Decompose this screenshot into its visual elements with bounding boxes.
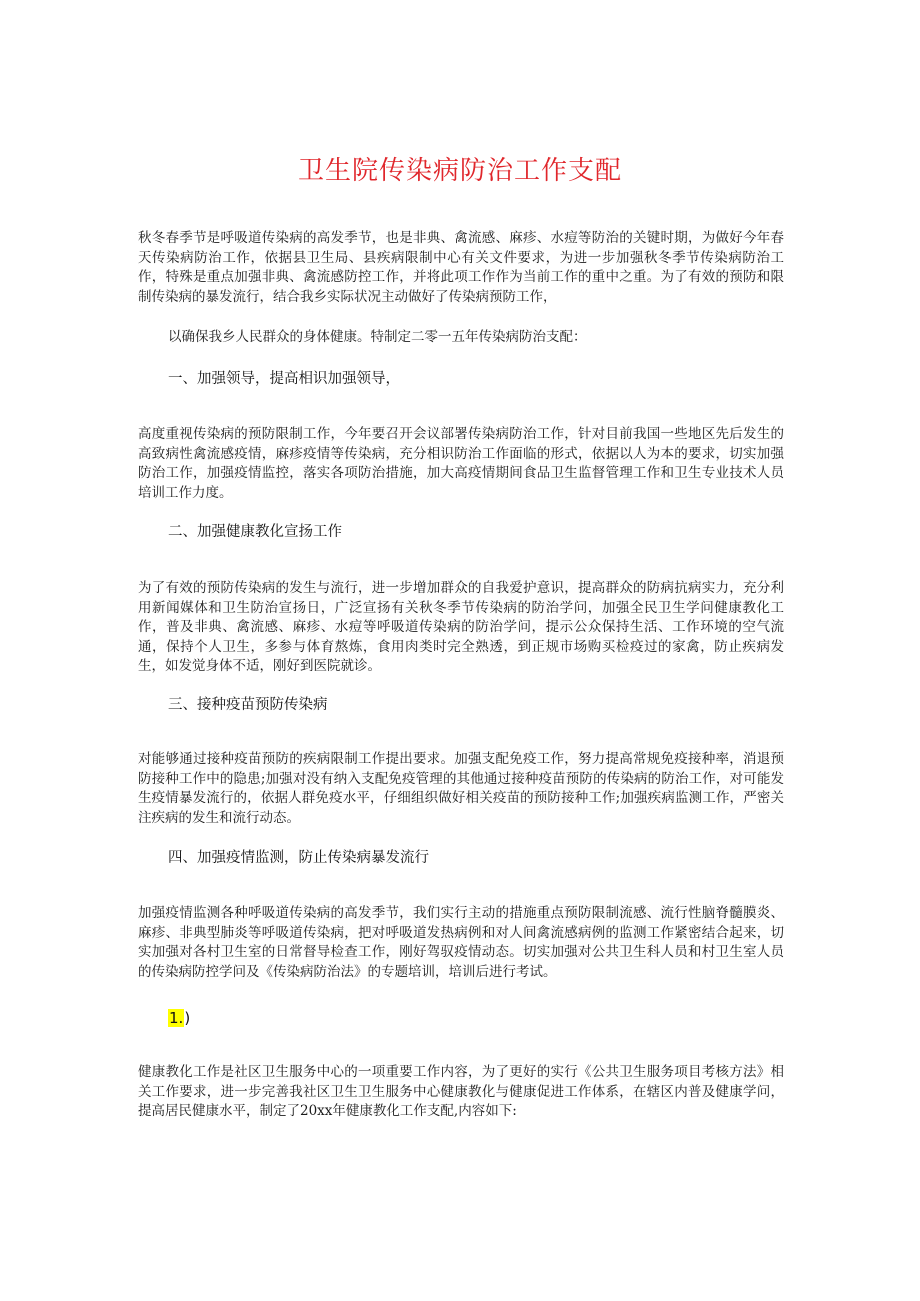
highlighted-number: 1. [169, 1009, 184, 1027]
closing-paragraph: 健康教化工作是社区卫生服务中心的一项重要工作内容，为了更好的实行《公共卫生服务项目考核方法》相关工作要求，进一步完善我社区卫生卫生服务中心健康教化与健康促进工作体系，在辖区内普及健康学问，提高居民健康水平，制定了20xx年健康教化工作支配,内容如下: [138, 1064, 784, 1119]
section-3-heading: 三、接种疫苗预防传染病 [168, 697, 328, 713]
section-2-heading: 二、加强健康教化宣扬工作 [168, 524, 342, 540]
section-3-body: 对能够通过接种疫苗预防的疾病限制工作提出要求。加强支配免疫工作，努力提高常规免疫接种率，消退预防接种工作中的隐患;加强对没有纳入支配免疫管理的其他通过接种疫苗预防的传染病的防治工作，对可能发生疫情暴发流行的，依据人群免疫水平，仔细组织做好相关疫苗的预防接种工作;加强疾病监测工作，严密关注疾病的发生和流行动态。 [138, 751, 785, 826]
section-1-body: 高度重视传染病的预防限制工作，今年要召开会议部署传染病防治工作，针对目前我国一些地区先后发生的高致病性禽流感疫情，麻疹疫情等传染病，充分相识防治工作面临的形式，依据以人为本的要求，切实加强防治工作，加强疫情监控，落实各项防治措施，加大高疫情期间食品卫生监督管理工作和卫生专业技术人员培训工作力度。 [138, 426, 784, 501]
marker-paren: ) [184, 1009, 191, 1027]
section-4-body: 加强疫情监测各种呼吸道传染病的高发季节，我们实行主动的措施重点预防限制流感、流行性脑脊髓膜炎、麻疹、非典型肺炎等呼吸道传染病，把对呼吸道发热病例和对人间禽流感病例的监测工作紧密结合起来，切实加强对各村卫生室的日常督导检查工作，刚好驾驭疫情动态。切实加强对公共卫生科人员和村卫生室人员的传染病防控学问及《传染病防治法》的专题培训，培训后进行考试。 [138, 905, 784, 980]
numbered-marker [168, 1008, 190, 1028]
section-2-body: 为了有效的预防传染病的发生与流行，进一步增加群众的自我爱护意识，提高群众的防病抗病实力，充分利用新闻媒体和卫生防治宣扬日，广泛宣扬有关秋冬季节传染病的防治学问，加强全民卫生学问健康教化工作，普及非典、禽流感、麻疹、水痘等呼吸道传染病的防治学问，提示公众保持生活、工作环境的空气流通，保持个人卫生，多参与体育熬炼，食用肉类时完全熟透，到正规市场购买检疫过的家禽，防止疾病发生，如发觉身体不适，刚好到医院就诊。 [138, 580, 784, 674]
section-1-heading: 一、加强领导，提高相识加强领导， [168, 371, 400, 387]
intro-continuation: 以确保我乡人民群众的身体健康。特制定二零一五年传染病防治支配： [168, 329, 587, 345]
intro-paragraph: 秋冬春季节是呼吸道传染病的高发季节，也是非典、禽流感、麻疹、水痘等防治的关键时期，为做好今年春天传染病防治工作，依据县卫生局、县疾病限制中心有关文件要求，为进一步加强秋冬季节传染病防治工作，特殊是重点加强非典、禽流感防控工作，并将此项工作作为当前工作的重中之重。为了有效的预防和限制传染病的暴发流行，结合我乡实际状况主动做好了传染病预防工作， [138, 230, 784, 305]
document-title: 卫生院传染病防治工作支配 [297, 156, 622, 186]
section-4-heading: 四、加强疫情监测，防止传染病暴发流行 [168, 850, 429, 866]
